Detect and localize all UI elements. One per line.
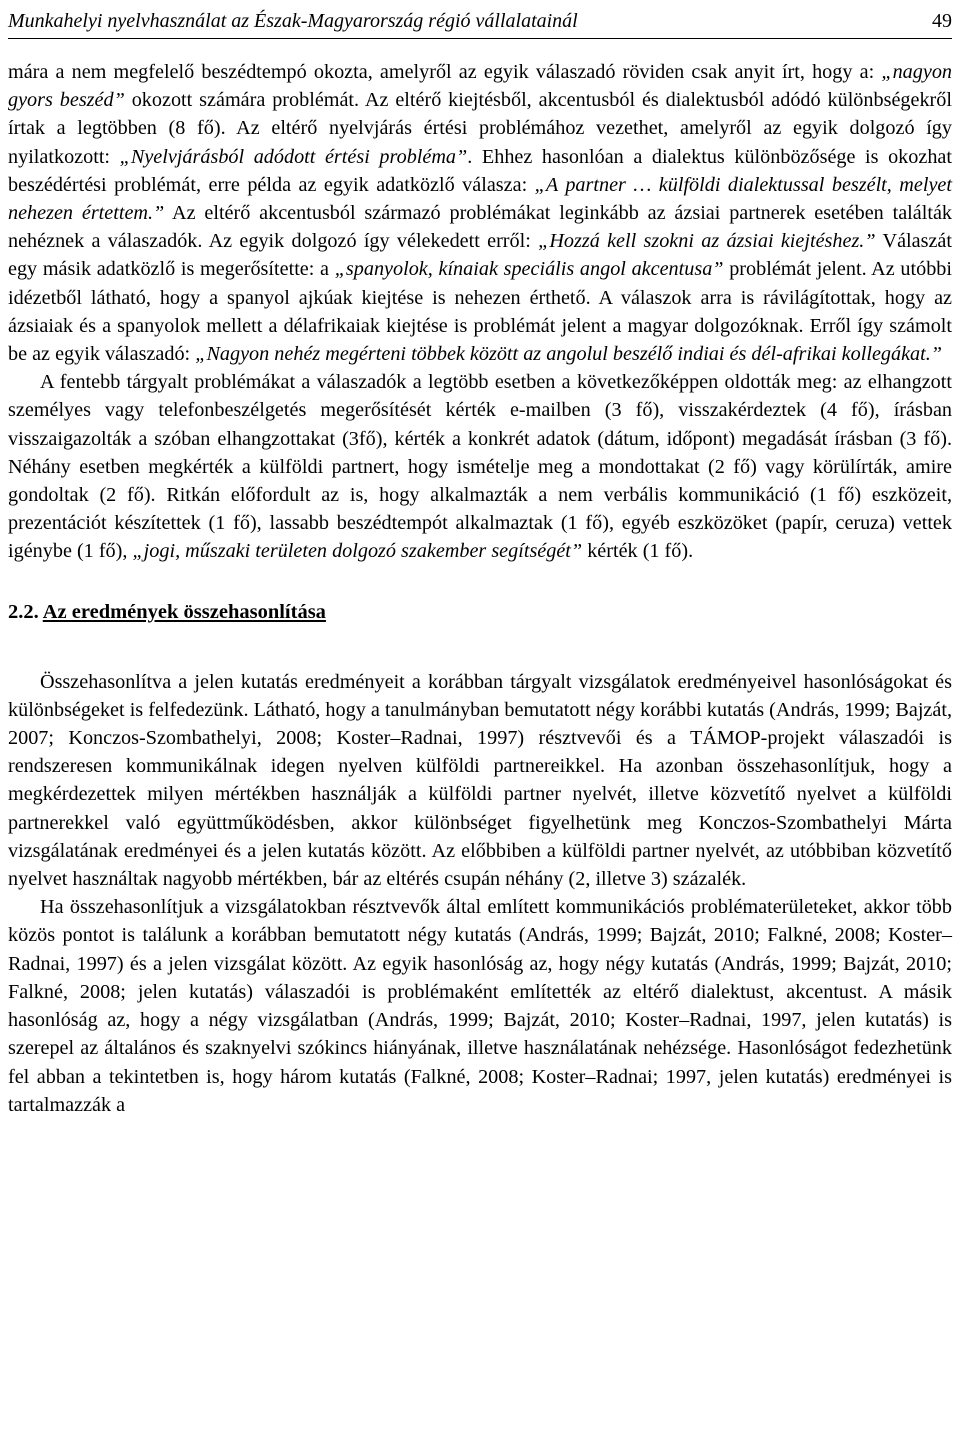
quote: „nagyon gyors beszéd” (8, 61, 952, 112)
quote: „Hozzá kell szokni az ázsiai kiejtéshez.” (538, 230, 876, 253)
paragraph-problem-areas: Ha összehasonlítjuk a vizsgálatokban résztvevők által említett kommunikációs problématerületeket, akkor több közös pontot is találunk a korábban bemutatott négy kutatás (András, 1999; Bajzát, 2010; Falkné, 2008; Koster–Radnai, 1997) és a jelen vizsgálat között. Az egyik hasonlóság az, hogy négy kutatás (András, 1999; Bajzát, 2010; Falkné, 2008; jelen kutatás) válaszadói is problémaként említették az eltérő dialektust, akcentust. A másik hasonlóság az, hogy a négy vizsgálatban (András, 1999; Bajzát, 2010; Koster–Radnai, 1997, jelen kutatás) is szerepel az általános és szaknyelvi szókincs hiányának, illetve használatának nehézsége. Hasonlóságot fedezhetünk fel abban a tekintetben is, hogy három kutatás (Falkné, 2008; Koster–Radnai; 1997, jelen kutatás) eredményei is tartalmazzák a (8, 896, 952, 1116)
section-number: 2.2. (8, 600, 39, 623)
paragraph-dialect-problems (8, 58, 952, 368)
text-run: problémát jelent. Az utóbbi idézetből látható, hogy a spanyol ajkúak kiejtése is nehezen érthető. A válaszok arra is rávilágítottak, hogy az ázsiaiak és a spanyolok mellett a délafrikaiak kiejtése is problémát jelent a magyar dolgozóknak. Erről így számolt be az egyik válaszadó: (8, 258, 952, 366)
text-run: mára a nem megfelelő beszédtempó okozta, amelyről az egyik válaszadó röviden csak anyit írt, hogy a: (8, 61, 882, 83)
quote: „Nagyon nehéz megérteni többek között az angolul beszélő indiai és dél-afrikai kollegákat.” (195, 343, 943, 366)
quote: „Nyelvjárásból adódott értési probléma” (119, 145, 468, 168)
text-run: . Ehhez hasonlóan a dialektus különbözősége is okozhat beszédértési problémát, erre példa az egyik adatközlő válasza: (8, 145, 952, 196)
quote: „spanyolok, kínaiak speciális angol akcentusa” (334, 258, 724, 281)
paragraph-solutions (8, 368, 952, 565)
running-header (8, 4, 952, 39)
page-body (8, 58, 952, 1119)
running-title: Munkahelyi nyelvhasználat az Észak-Magyarország régió vállalatainál (8, 10, 578, 32)
text-run: Válaszát egy másik adatközlő is megerősítette: a (8, 230, 952, 281)
section-title: Az eredmények összehasonlítása (42, 600, 326, 623)
text-run: okozott számára problémát. Az eltérő kiejtésből, akcentusból és dialektusból adódó különbségekről írtak a legtöbben (8 fő). Az eltérő nyelvjárás értési problémához vezethet, amelyről az egyik dolgozó így nyilatkozott: (8, 89, 952, 168)
section-heading (8, 598, 952, 626)
text-run: Az eltérő akcentusból származó problémákat leginkább az ázsiai partnerek esetében találták nehéznek a válaszadók. Az egyik dolgozó így vélekedett erről: (8, 202, 953, 253)
text-run: kérték (1 fő). (582, 540, 694, 563)
paragraph-comparison: Összehasonlítva a jelen kutatás eredményeit a korábban tárgyalt vizsgálatok eredményeivel hasonlóságokat és különbségeket is felfedezünk. Látható, hogy a tanulmányban bemutatott négy korábbi kutatás (András, 1999; Bajzát, 2007; Konczos-Szombathelyi, 2008; Koster–Radnai, 1997) résztvevői és a TÁMOP-projekt válaszadói is rendszeresen kommunikálnak idegen nyelven külföldi partnereikkel. Ha azonban összehasonlítjuk, hogy a megkérdezettek milyen mértékben használják a külföldi partner nyelvét, illetve közvetítő nyelvet a külföldi partnerekkel való együttműködésben, akkor különbséget figyelhetünk meg Konczos-Szombathelyi Márta vizsgálatának eredményei és a jelen kutatás között. Az előbbiben a külföldi partner nyelvét, az utóbbiban közvetítő nyelvet használtak nagyobb mértékben, bár az eltérés csupán néhány (2, illetve 3) százalék. (8, 670, 952, 891)
page-number: 49 (932, 10, 952, 32)
quote: „jogi, műszaki területen dolgozó szakember segítségét” (132, 540, 583, 563)
quote: „A partner … külföldi dialektussal beszélt, melyet nehezen értettem.” (8, 173, 952, 225)
text-run: A fentebb tárgyalt problémákat a válaszadók a legtöbb esetben a következőképpen oldották meg: az elhangzott személyes vagy telefonbeszélgetés megerősítését kérték e-mailben (3 fő), visszakérdeztek (4 fő), írásban visszaigazolták a szóban elhangzottakat (3fő), kérték a konkrét adatok (dátum, időpont) megadását írásban (3 fő). Néhány esetben megkérték a külföldi partnert, hogy ismételje meg a mondottakat (2 fő) vagy körülírták, amire gondoltak (2 fő). Ritkán előfordult az is, hogy alkalmazták a nem verbális kommunikáció (1 fő) eszközeit, prezentációt készítettek (1 fő), lassabb beszédtempót alkalmaztak (1 fő), egyéb eszközöket (papír, ceruza) vettek igénybe (1 fő), (8, 371, 952, 563)
